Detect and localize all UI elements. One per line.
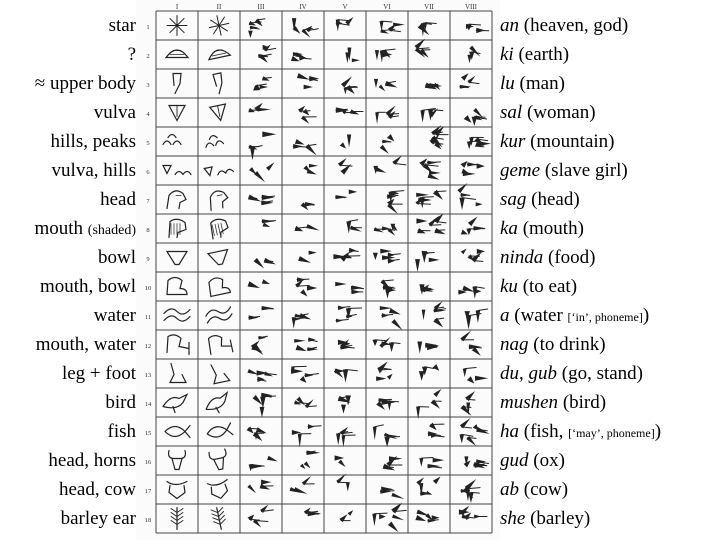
- drink-sign-icon: [251, 336, 268, 355]
- drink-sign-icon: [460, 330, 481, 355]
- woman-sign-icon: [210, 104, 229, 122]
- bowl-sign-icon: [333, 248, 359, 262]
- mouth-sign-icon: [374, 224, 398, 236]
- sumerian-word-label: [500, 11, 720, 40]
- star-sign-icon: [167, 16, 187, 36]
- english-gloss: (water: [514, 305, 563, 326]
- row-number: 8: [146, 227, 150, 234]
- cow-sign-icon: [380, 487, 404, 499]
- fish-sign-icon: [428, 423, 444, 438]
- foot-sign-icon: [170, 364, 186, 383]
- mouth-sign-icon: [209, 218, 229, 239]
- cow-sign-icon: [461, 479, 480, 503]
- sumerian-word: geme: [500, 160, 541, 181]
- sumerian-word-label: [500, 359, 720, 388]
- bird-sign-icon: [338, 395, 351, 413]
- sumerian-word-label: [500, 272, 720, 301]
- fish-sign-icon: [246, 426, 266, 441]
- earth-sign-icon: [207, 48, 230, 60]
- foot-sign-icon: [210, 362, 230, 384]
- star-sign-icon: [292, 18, 318, 38]
- man-sign-icon: [253, 76, 271, 90]
- ox-sign-icon: [209, 449, 229, 471]
- column-header: II: [216, 3, 222, 11]
- barley-sign-icon: [247, 505, 273, 528]
- row-number: 7: [146, 198, 150, 205]
- water-sign-icon: [336, 305, 362, 322]
- bowl-sign-icon: [373, 249, 401, 264]
- slave-girl-sign-icon: [373, 155, 405, 174]
- meaning-text: head: [100, 189, 136, 210]
- ox-sign-icon: [383, 456, 403, 471]
- meaning-text: ?: [127, 44, 136, 65]
- barley-sign-icon: [171, 508, 183, 530]
- earth-sign-icon: [375, 49, 395, 62]
- head-sign-icon: [248, 195, 275, 206]
- sumerian-word: kur: [500, 131, 526, 152]
- sumerian-word-label: [500, 446, 720, 475]
- woman-sign-icon: [298, 106, 316, 124]
- cow-sign-icon: [247, 480, 273, 494]
- foot-sign-icon: [334, 369, 358, 383]
- row-number: 16: [144, 459, 152, 466]
- meaning-label: [0, 69, 136, 98]
- meaning-text: leg + foot: [61, 363, 136, 384]
- sumerian-word-alt: gub: [528, 363, 557, 384]
- row-number: 2: [146, 53, 150, 60]
- column-header: V: [342, 3, 348, 11]
- english-gloss: (to drink): [533, 334, 606, 355]
- bird-sign-icon: [204, 393, 231, 416]
- drink-sign-icon: [372, 337, 400, 352]
- ox-sign-icon: [464, 456, 489, 468]
- bird-sign-icon: [460, 391, 475, 416]
- sumerian-word-column: [500, 11, 720, 533]
- row-number: 5: [146, 140, 150, 147]
- sumerian-word: gud: [500, 450, 529, 471]
- water-sign-icon: [422, 301, 446, 327]
- star-sign-icon: [248, 18, 265, 38]
- meaning-label: [0, 40, 136, 69]
- mountain-sign-icon: [467, 137, 491, 149]
- column-header: I: [175, 3, 179, 11]
- head-sign-icon: [415, 190, 446, 209]
- english-gloss: (bird): [562, 392, 607, 413]
- eat-sign-icon: [419, 284, 434, 295]
- sumerian-word-label: [500, 330, 720, 359]
- row-number: 11: [144, 314, 152, 321]
- english-gloss: (go, stand): [561, 363, 644, 384]
- mouth-sign-icon: [461, 217, 486, 236]
- meaning-label: [0, 98, 136, 127]
- barley-sign-icon: [415, 509, 439, 522]
- sumerian-word-label: [500, 98, 720, 127]
- meaning-text: hills, peaks: [50, 131, 136, 152]
- gloss-end: ): [654, 421, 662, 442]
- water-sign-icon: [205, 306, 233, 323]
- earth-sign-icon: [345, 47, 360, 63]
- english-gloss: (man): [519, 73, 565, 94]
- mountain-sign-icon: [380, 134, 395, 154]
- barley-sign-icon: [304, 507, 321, 516]
- meaning-text: ≈ upper body: [34, 73, 136, 94]
- water-sign-icon: [380, 306, 403, 330]
- english-gloss: (ox): [533, 450, 565, 471]
- sumerian-word: ka: [500, 218, 518, 239]
- barley-sign-icon: [372, 503, 406, 533]
- meaning-label: [0, 185, 136, 214]
- meaning-note: (shaded): [87, 223, 136, 238]
- meaning-text: star: [108, 15, 136, 36]
- sumerian-word-label: [500, 156, 720, 185]
- word-separator: ,: [519, 363, 529, 384]
- english-gloss: (fish,: [523, 421, 564, 442]
- slave-girl-sign-icon: [461, 161, 485, 176]
- sumerian-word: ku: [500, 276, 518, 297]
- gloss-note: [‘may’, phoneme]: [568, 426, 655, 440]
- woman-sign-icon: [248, 103, 271, 112]
- row-number: 12: [144, 343, 152, 350]
- column-header: VII: [424, 3, 434, 11]
- column-header: IV: [299, 3, 307, 11]
- sumerian-word-label: [500, 40, 720, 69]
- bird-sign-icon: [376, 398, 398, 411]
- eat-sign-icon: [248, 279, 270, 288]
- english-gloss: (cow): [523, 479, 569, 500]
- water-sign-icon: [292, 313, 312, 329]
- row-number: 10: [144, 285, 152, 292]
- sumerian-word: lu: [500, 73, 515, 94]
- star-sign-icon: [380, 21, 405, 33]
- cow-sign-icon: [208, 480, 231, 501]
- meaning-label: [0, 127, 136, 156]
- head-sign-icon: [387, 191, 404, 215]
- meaning-text: head, cow: [58, 479, 136, 500]
- fish-sign-icon: [292, 424, 321, 447]
- mountain-sign-icon: [204, 134, 224, 148]
- barley-sign-icon: [339, 510, 353, 522]
- bowl-sign-icon: [167, 252, 187, 265]
- eat-sign-icon: [207, 276, 230, 297]
- meaning-label: [0, 11, 136, 40]
- sumerian-word: sal: [500, 102, 523, 123]
- head-sign-icon: [167, 191, 186, 209]
- foot-sign-icon: [291, 366, 319, 383]
- man-sign-icon: [460, 73, 479, 88]
- mouth-sign-icon: [346, 220, 361, 234]
- cow-sign-icon: [416, 477, 440, 497]
- sumerian-word-label: [500, 69, 720, 98]
- foot-sign-icon: [376, 362, 392, 381]
- cow-sign-icon: [167, 482, 187, 499]
- mountain-sign-icon: [163, 135, 181, 145]
- water-sign-icon: [464, 309, 487, 329]
- earth-sign-icon: [414, 38, 430, 57]
- slave-girl-sign-icon: [249, 162, 274, 182]
- meaning-label: [0, 330, 136, 359]
- sumerian-word-label: [500, 504, 720, 533]
- bird-sign-icon: [163, 395, 187, 413]
- eat-sign-icon: [335, 282, 363, 294]
- meaning-text: water: [93, 305, 136, 326]
- star-sign-icon: [418, 23, 437, 37]
- slave-girl-sign-icon: [338, 158, 352, 175]
- row-number: 14: [144, 401, 152, 408]
- column-header: III: [257, 3, 265, 11]
- foot-sign-icon: [247, 369, 276, 382]
- drink-sign-icon: [207, 333, 233, 357]
- english-gloss: (to eat): [522, 276, 578, 297]
- meaning-text: bird: [105, 392, 136, 413]
- head-sign-icon: [457, 183, 482, 210]
- meaning-text: vulva: [93, 102, 136, 123]
- water-sign-icon: [164, 309, 190, 321]
- bird-sign-icon: [294, 397, 316, 409]
- head-sign-icon: [301, 202, 316, 210]
- bowl-sign-icon: [298, 251, 317, 263]
- english-gloss: (earth): [518, 44, 570, 65]
- bowl-sign-icon: [254, 258, 276, 269]
- earth-sign-icon: [467, 46, 480, 64]
- meaning-label: [0, 446, 136, 475]
- earth-sign-icon: [291, 52, 311, 61]
- sumerian-word-label: [500, 243, 720, 272]
- bird-sign-icon: [253, 393, 276, 418]
- english-gloss: (head): [531, 189, 580, 210]
- meaning-text: vulva, hills: [51, 160, 136, 181]
- meaning-text: head, horns: [48, 450, 136, 471]
- foot-sign-icon: [419, 364, 439, 381]
- cuneiform-evolution-table: [136, 0, 500, 540]
- man-sign-icon: [213, 73, 225, 94]
- slave-girl-sign-icon: [419, 158, 441, 179]
- english-gloss: (barley): [530, 508, 591, 529]
- sumerian-word: a: [500, 305, 510, 326]
- row-number: 4: [146, 111, 150, 118]
- ox-sign-icon: [419, 458, 444, 469]
- english-gloss: (heaven, god): [523, 15, 629, 36]
- woman-sign-icon: [464, 108, 487, 126]
- meaning-text: fish: [107, 421, 136, 442]
- meaning-label: [0, 359, 136, 388]
- row-number: 18: [144, 517, 152, 524]
- cow-sign-icon: [290, 476, 315, 494]
- meaning-label: [0, 388, 136, 417]
- meaning-label: [0, 475, 136, 504]
- star-sign-icon: [336, 17, 354, 32]
- column-header: VIII: [464, 3, 478, 11]
- row-number: 3: [146, 82, 150, 89]
- ox-sign-icon: [300, 450, 321, 469]
- sumerian-word-label: [500, 185, 720, 214]
- pictograph-meaning-column: [0, 11, 136, 533]
- mountain-sign-icon: [429, 125, 448, 149]
- sumerian-word-label: [500, 214, 720, 243]
- head-sign-icon: [207, 189, 229, 210]
- meaning-label: [0, 301, 136, 330]
- drink-sign-icon: [338, 339, 354, 349]
- barley-sign-icon: [459, 506, 487, 520]
- man-sign-icon: [374, 79, 398, 91]
- man-sign-icon: [341, 76, 358, 94]
- drink-sign-icon: [167, 335, 189, 355]
- eat-sign-icon: [458, 286, 484, 299]
- mountain-sign-icon: [293, 139, 316, 155]
- woman-sign-icon: [375, 106, 399, 124]
- row-number: 9: [146, 256, 150, 263]
- star-sign-icon: [207, 14, 231, 38]
- sumerian-word-label: [500, 475, 720, 504]
- head-sign-icon: [336, 190, 358, 200]
- earth-sign-icon: [166, 50, 188, 58]
- mouth-sign-icon: [262, 219, 276, 227]
- man-sign-icon: [297, 73, 319, 89]
- bowl-sign-icon: [208, 250, 230, 267]
- woman-sign-icon: [336, 107, 363, 114]
- row-number: 17: [144, 488, 152, 495]
- bowl-sign-icon: [461, 248, 485, 262]
- cow-sign-icon: [336, 473, 350, 491]
- sumerian-word: she: [500, 508, 526, 529]
- meaning-label: [0, 272, 136, 301]
- sumerian-word-label: [500, 301, 720, 330]
- meaning-text: barley ear: [60, 508, 136, 529]
- ox-sign-icon: [169, 451, 186, 470]
- english-gloss: (mountain): [530, 131, 615, 152]
- sumerian-word: nag: [500, 334, 529, 355]
- mouth-sign-icon: [294, 224, 319, 231]
- sumerian-word: du: [500, 363, 519, 384]
- fish-sign-icon: [206, 423, 233, 440]
- slave-girl-sign-icon: [204, 163, 233, 178]
- sumerian-word-label: [500, 388, 720, 417]
- drink-sign-icon: [294, 337, 318, 351]
- meaning-label: [0, 243, 136, 272]
- fish-sign-icon: [165, 426, 190, 438]
- row-number: 15: [144, 430, 152, 437]
- english-gloss: (slave girl): [544, 160, 628, 181]
- foot-sign-icon: [463, 367, 488, 383]
- earth-sign-icon: [258, 44, 275, 63]
- sumerian-word: an: [500, 15, 519, 36]
- sumerian-word-label: [500, 127, 720, 156]
- row-number: 13: [144, 372, 152, 379]
- eat-sign-icon: [167, 278, 187, 295]
- english-gloss: (food): [548, 247, 596, 268]
- water-sign-icon: [249, 306, 274, 320]
- sumerian-word: ki: [500, 44, 514, 65]
- slave-girl-sign-icon: [163, 166, 191, 175]
- mouth-sign-icon: [169, 219, 186, 237]
- fish-sign-icon: [373, 425, 400, 447]
- sumerian-word-label: [500, 417, 720, 446]
- mountain-sign-icon: [340, 134, 352, 148]
- gloss-note: [‘in’, phoneme]: [567, 310, 643, 324]
- ox-sign-icon: [249, 456, 278, 472]
- man-sign-icon: [173, 74, 181, 94]
- column-header: VI: [383, 3, 391, 11]
- man-sign-icon: [425, 83, 442, 91]
- meaning-label: [0, 156, 136, 185]
- ox-sign-icon: [335, 455, 346, 467]
- woman-sign-icon: [420, 108, 442, 122]
- gloss-end: ): [642, 305, 650, 326]
- meaning-text: mouth: [34, 218, 84, 239]
- slave-girl-sign-icon: [303, 164, 318, 175]
- sumerian-word: mushen: [500, 392, 559, 413]
- mouth-sign-icon: [416, 214, 446, 235]
- fish-sign-icon: [336, 427, 355, 448]
- barley-sign-icon: [211, 506, 227, 530]
- sumerian-word: ab: [500, 479, 519, 500]
- bird-sign-icon: [416, 389, 441, 419]
- fish-sign-icon: [459, 418, 489, 446]
- sumerian-word: ha: [500, 421, 519, 442]
- row-number: 6: [146, 169, 150, 176]
- bowl-sign-icon: [415, 251, 439, 272]
- woman-sign-icon: [169, 106, 185, 121]
- meaning-label: [0, 214, 136, 243]
- english-gloss: (mouth): [522, 218, 584, 239]
- meaning-label: [0, 417, 136, 446]
- sumerian-word: sag: [500, 189, 527, 210]
- meaning-text: bowl: [98, 247, 136, 268]
- meaning-text: mouth, water: [35, 334, 136, 355]
- eat-sign-icon: [380, 280, 396, 299]
- drink-sign-icon: [417, 342, 439, 354]
- english-gloss: (woman): [526, 102, 596, 123]
- sign-table-svg: [136, 0, 500, 540]
- meaning-text: mouth, bowl: [39, 276, 136, 297]
- sumerian-word: ninda: [500, 247, 544, 268]
- eat-sign-icon: [295, 277, 317, 296]
- meaning-label: [0, 504, 136, 533]
- row-number: 1: [146, 24, 150, 31]
- star-sign-icon: [466, 24, 489, 33]
